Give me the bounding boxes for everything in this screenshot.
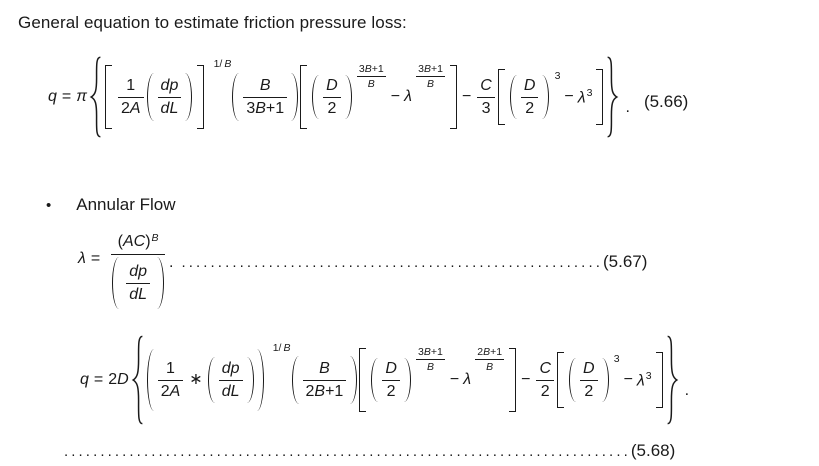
denominator: dL: [221, 382, 240, 400]
right-paren: [247, 357, 254, 403]
denominator: 3: [481, 99, 491, 117]
fraction-1-over-2A: [118, 76, 144, 117]
left-paren: [232, 73, 239, 121]
minus-op: −: [623, 371, 633, 388]
lambda-power: [463, 346, 503, 402]
paren-D-over-2: [510, 75, 550, 119]
equals-sign: =: [61, 88, 72, 105]
right-brace-icon: [666, 335, 679, 425]
minus-op: −: [449, 371, 460, 388]
period: .: [625, 99, 630, 116]
exponent-2B1-over-B: [475, 342, 504, 373]
exp-numerator: 3 B +1: [358, 63, 384, 75]
fraction-1-over-2A: [158, 359, 184, 400]
numerator: 1: [118, 76, 144, 97]
numerator: D: [323, 76, 341, 97]
left-paren: [292, 356, 299, 404]
fraction-dp-over-dL: [219, 359, 243, 400]
coefficient-2D: 2D: [108, 371, 129, 388]
exponent-3: 3: [613, 353, 620, 365]
left-paren: [569, 358, 576, 402]
d-half-cubed: [509, 70, 561, 119]
exponent-B: B: [151, 232, 159, 244]
exp-denominator: B: [427, 77, 435, 90]
exp-numerator: 3 B +1: [418, 63, 443, 75]
asterisk-op: ∗: [189, 371, 203, 388]
exponent-1-over-B: 1/ B: [213, 58, 232, 70]
minus-op: −: [521, 371, 531, 388]
fraction-D-over-2: [580, 359, 598, 400]
equation-number-566: (5.66): [643, 92, 689, 111]
paren-dp-dL: [147, 73, 193, 121]
right-paren: [602, 358, 609, 402]
paren-B-over-3B-plus-1: [232, 73, 298, 121]
left-paren: [208, 357, 215, 403]
exponent-3B1-over-B: [357, 59, 386, 90]
bracket-term-pressure-gradient: [104, 58, 232, 129]
var-q: q: [48, 88, 57, 105]
bracket-term-powers: [300, 65, 457, 129]
paren-B-over-2B-plus-1: [292, 356, 358, 404]
paren-term-pressure-gradient: [146, 342, 291, 411]
lambda-fraction: [111, 233, 165, 309]
left-bracket: [498, 69, 505, 125]
numerator: 1: [158, 359, 184, 380]
equation-5-67: [78, 233, 647, 309]
numerator: C: [536, 359, 554, 380]
left-brace-icon: [89, 56, 102, 138]
lambda-power: [404, 63, 443, 119]
right-bracket: [656, 352, 663, 408]
numerator: C: [477, 76, 495, 97]
left-paren: [147, 349, 154, 411]
dotted-leader: ..........................................................: [181, 254, 603, 271]
left-paren: [112, 257, 119, 309]
pi-symbol: π: [76, 88, 87, 105]
numerator-AC-pow-B: [111, 233, 165, 255]
minus-op: −: [461, 88, 472, 105]
bracket-term-powers: [359, 348, 516, 412]
exponent-1-over-B: 1/ B: [272, 342, 291, 354]
bullet-label: Annular Flow: [76, 195, 176, 214]
denominator-dp-dL: [111, 255, 165, 309]
right-paren: [257, 349, 264, 411]
left-paren-glyph: (: [117, 233, 123, 250]
equation-5-66: [48, 55, 688, 139]
exp-numerator: 3 B +1: [418, 346, 443, 358]
equation-number-567: (5.67): [602, 252, 648, 271]
period: .: [684, 382, 690, 399]
denominator: 3 B +1: [246, 99, 285, 117]
right-bracket: [509, 348, 516, 412]
denominator: 2: [327, 99, 337, 117]
lambda-symbol: λ: [78, 250, 86, 267]
right-bracket: [450, 65, 457, 129]
lambda-cubed: $\lambda^3$: [636, 369, 652, 390]
fraction-D-over-2: [521, 76, 539, 117]
bracket-term-cubes: [557, 352, 663, 408]
right-paren: [185, 73, 192, 121]
fraction-D-over-2: [323, 76, 341, 117]
minus-op: −: [390, 88, 401, 105]
left-bracket: [300, 65, 307, 129]
equation-568-number-line: [64, 441, 675, 461]
exp-numerator: 2 B +1: [477, 346, 503, 358]
var-AC: AC: [122, 233, 146, 250]
lambda-symbol: λ: [463, 371, 472, 388]
numerator: B: [303, 359, 347, 380]
numerator: D: [382, 359, 400, 380]
dotted-leader: ..............................................................................: [64, 443, 631, 460]
denominator: 2: [525, 99, 535, 117]
bracket-term-cubes: [498, 69, 604, 125]
paren-D-over-2: [569, 358, 609, 402]
exponent-3B1-over-B: [416, 342, 445, 373]
paren-D-over-2: [371, 358, 411, 402]
right-paren: [350, 356, 357, 404]
period: .: [169, 254, 174, 271]
right-paren: [542, 75, 549, 119]
paren-D-over-2: [312, 75, 352, 119]
bracket-group: [105, 65, 204, 129]
var-q: q: [80, 371, 89, 388]
right-paren: [404, 358, 411, 402]
exponent-3B1-over-B: [416, 59, 445, 90]
numerator: D: [521, 76, 539, 97]
right-paren: [345, 75, 352, 119]
d-half-power: [311, 63, 384, 119]
denominator: 2 A: [160, 382, 181, 400]
fraction-C-over-2: [536, 359, 554, 400]
numerator: dp: [158, 76, 182, 97]
page-title-text: General equation to estimate friction pressure loss:: [18, 13, 407, 32]
page-title: [18, 13, 407, 33]
denominator: dL: [129, 285, 148, 303]
denominator: 2: [540, 382, 550, 400]
left-paren: [371, 358, 378, 402]
numerator: dp: [219, 359, 243, 380]
lambda-cubed: $\lambda^3$: [577, 86, 593, 107]
numerator: dp: [126, 262, 150, 283]
right-paren: [291, 73, 298, 121]
fraction-dp-over-dL: [158, 76, 182, 117]
right-bracket: [596, 69, 603, 125]
fraction-B-over-2B-plus-1: [303, 359, 347, 400]
equals-sign: =: [90, 250, 101, 267]
minus-op: −: [564, 88, 574, 105]
bullet-annular-flow: [46, 195, 175, 215]
exp-denominator: B: [367, 77, 375, 90]
equation-number-568: (5.68): [630, 441, 676, 460]
left-paren: [147, 73, 154, 121]
equals-sign: =: [93, 371, 104, 388]
left-paren: [510, 75, 517, 119]
right-brace-icon: [606, 56, 619, 138]
paren-group: [147, 349, 264, 411]
exp-denominator: B: [426, 360, 434, 373]
exp-denominator: B: [486, 360, 494, 373]
d-half-power: [370, 346, 443, 402]
equation-5-68: [80, 334, 689, 426]
paren-dp-dL: [112, 257, 164, 309]
left-bracket: [105, 65, 112, 129]
left-paren: [312, 75, 319, 119]
denominator: dL: [160, 99, 179, 117]
paren-dp-dL: [208, 357, 254, 403]
right-paren-glyph: ): [145, 233, 151, 250]
numerator: B: [243, 76, 287, 97]
fraction-B-over-3B-plus-1: [243, 76, 287, 117]
exponent-3: 3: [554, 70, 561, 82]
denominator: 2 A: [120, 99, 141, 117]
fraction-C-over-3: [477, 76, 495, 117]
lambda-symbol: λ: [404, 88, 412, 105]
left-bracket: [557, 352, 564, 408]
denominator: 2 B +1: [305, 382, 344, 400]
fraction-dp-over-dL: [126, 262, 150, 303]
bullet-icon: •: [46, 196, 52, 214]
denominator: 2: [584, 382, 594, 400]
d-half-cubed: [568, 353, 620, 402]
fraction-D-over-2: [382, 359, 400, 400]
left-brace-icon: [131, 335, 144, 425]
denominator: 2: [386, 382, 396, 400]
right-bracket: [197, 65, 204, 129]
left-bracket: [359, 348, 366, 412]
numerator: D: [580, 359, 598, 380]
right-paren: [157, 257, 164, 309]
